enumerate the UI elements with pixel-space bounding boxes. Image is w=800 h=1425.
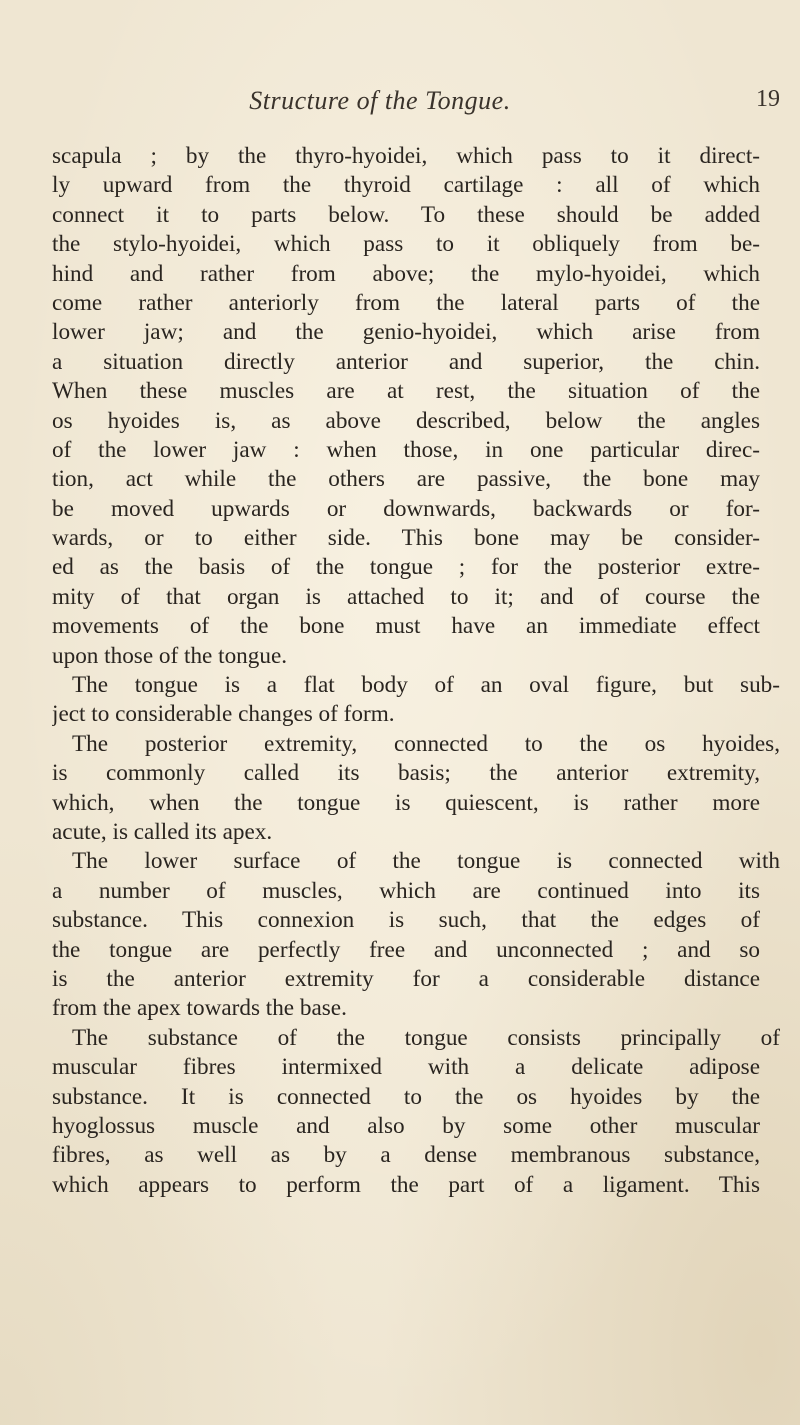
- text-line: acute, is called its apex.: [52, 818, 273, 845]
- text-line: is the anterior extremity for a considerable distance: [52, 965, 760, 992]
- running-title: Structure of the Tongue.: [249, 86, 511, 115]
- text-line: movements of the bone must have an immediate effect: [52, 613, 760, 640]
- text-line: ed as the basis of the tongue ; for the posterior extre-: [52, 554, 760, 581]
- text-line: is commonly called its basis; the anterior extremity,: [52, 760, 760, 787]
- text-line: the stylo-hyoidei, which pass to it obliquely from be-: [52, 231, 760, 258]
- text-line: come rather anteriorly from the lateral parts of the: [52, 289, 760, 316]
- text-line: os hyoides is, as above described, below the angles: [52, 407, 760, 434]
- text-line: The tongue is a flat body of an oval figure, but sub-: [72, 672, 780, 699]
- text-line: ly upward from the thyroid cartilage : all of which: [52, 172, 760, 199]
- text-line: of the lower jaw : when those, in one particular direc-: [52, 436, 760, 463]
- page-header: [0, 86, 800, 126]
- text-line: the tongue are perfectly free and unconnected ; and so: [52, 936, 760, 963]
- text-line: tion, act while the others are passive, the bone may: [52, 466, 760, 493]
- text-line: substance. This connexion is such, that the edges of: [52, 907, 760, 934]
- text-line: hind and rather from above; the mylo-hyoidei, which: [52, 260, 760, 287]
- text-line: ject to considerable changes of form.: [52, 701, 395, 728]
- text-line: The posterior extremity, connected to the os hyoides,: [72, 730, 780, 757]
- text-line: connect it to parts below. To these should be added: [52, 201, 760, 228]
- text-line: mity of that organ is attached to it; and of course the: [52, 583, 760, 610]
- text-line: which, when the tongue is quiescent, is rather more: [52, 789, 760, 816]
- text-line: lower jaw; and the genio-hyoidei, which arise from: [52, 319, 760, 346]
- text-line: The lower surface of the tongue is connected with: [72, 848, 780, 875]
- page-number: 19: [756, 86, 780, 112]
- text-line: scapula ; by the thyro-hyoidei, which pass to it direct-: [52, 143, 760, 169]
- text-line: fibres, as well as by a dense membranous substance,: [52, 1142, 760, 1169]
- text-line: a number of muscles, which are continued into its: [52, 877, 760, 904]
- body-text: [52, 142, 792, 1200]
- text-line: wards, or to either side. This bone may be consider-: [52, 525, 760, 552]
- text-line: a situation directly anterior and superior, the chin.: [52, 348, 760, 375]
- text-line: The substance of the tongue consists principally of: [72, 1024, 780, 1051]
- text-line: substance. It is connected to the os hyoides by the: [52, 1083, 760, 1110]
- text-line: upon those of the tongue.: [52, 642, 288, 669]
- text-line: be moved upwards or downwards, backwards or for-: [52, 495, 760, 522]
- text-line: hyoglossus muscle and also by some other muscular: [52, 1112, 760, 1139]
- text-line: When these muscles are at rest, the situation of the: [52, 378, 760, 405]
- text-line: which appears to perform the part of a ligament. This: [52, 1171, 760, 1198]
- text-line: from the apex towards the base.: [52, 995, 347, 1022]
- text-line: muscular fibres intermixed with a delicate adipose: [52, 1054, 760, 1081]
